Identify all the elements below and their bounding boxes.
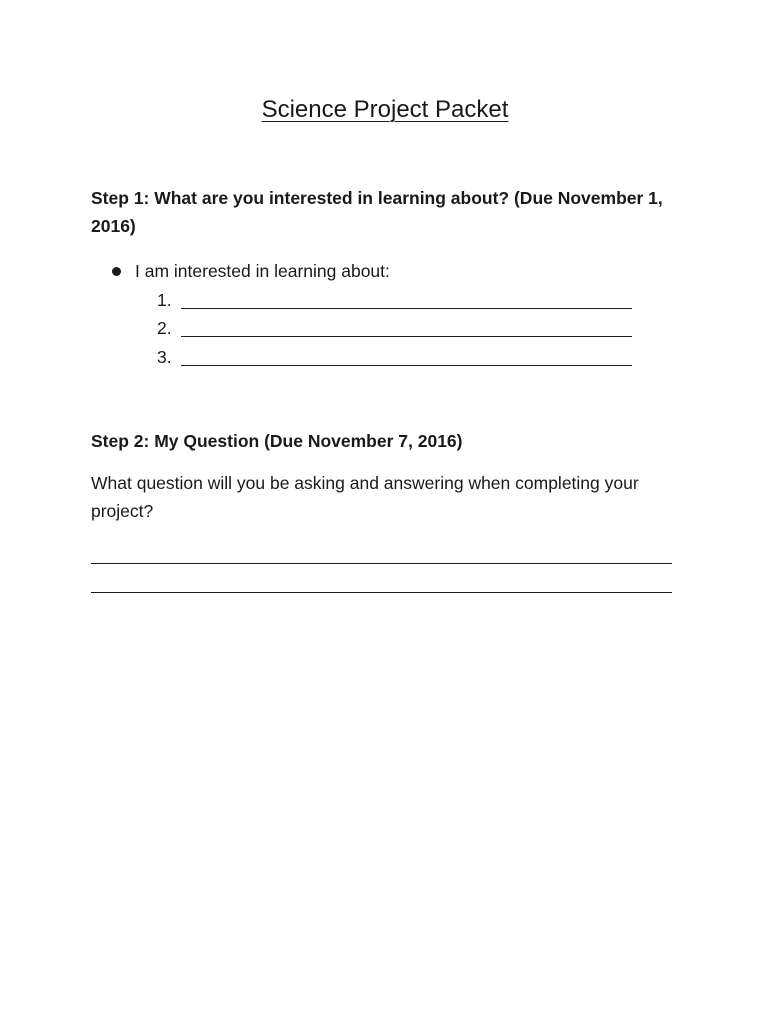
interest-item-number: 2. [157, 318, 172, 338]
interest-blank-1[interactable] [181, 288, 632, 309]
interest-blank-2[interactable] [181, 316, 632, 337]
interest-item-2 [157, 314, 632, 342]
interest-blank-3[interactable] [181, 345, 632, 366]
bullet-icon [112, 267, 121, 276]
interest-item-1 [157, 286, 632, 314]
interest-item-number: 3. [157, 347, 172, 367]
page-title: Science Project Packet [261, 96, 509, 123]
interest-bullet [112, 257, 390, 285]
interest-item-number: 1. [157, 290, 172, 310]
question-prompt: What question will you be asking and answering when completing your project? [91, 473, 639, 521]
step2-heading: Step 2: My Question (Due November 7, 2016) [91, 431, 463, 451]
question-answer-line-2[interactable] [91, 592, 672, 593]
question-answer-line-1[interactable] [91, 563, 672, 564]
interest-bullet-text: I am interested in learning about: [135, 261, 390, 281]
interest-item-3 [157, 343, 632, 371]
step1-heading: Step 1: What are you interested in learning about? (Due November 1, 2016) [91, 188, 663, 236]
